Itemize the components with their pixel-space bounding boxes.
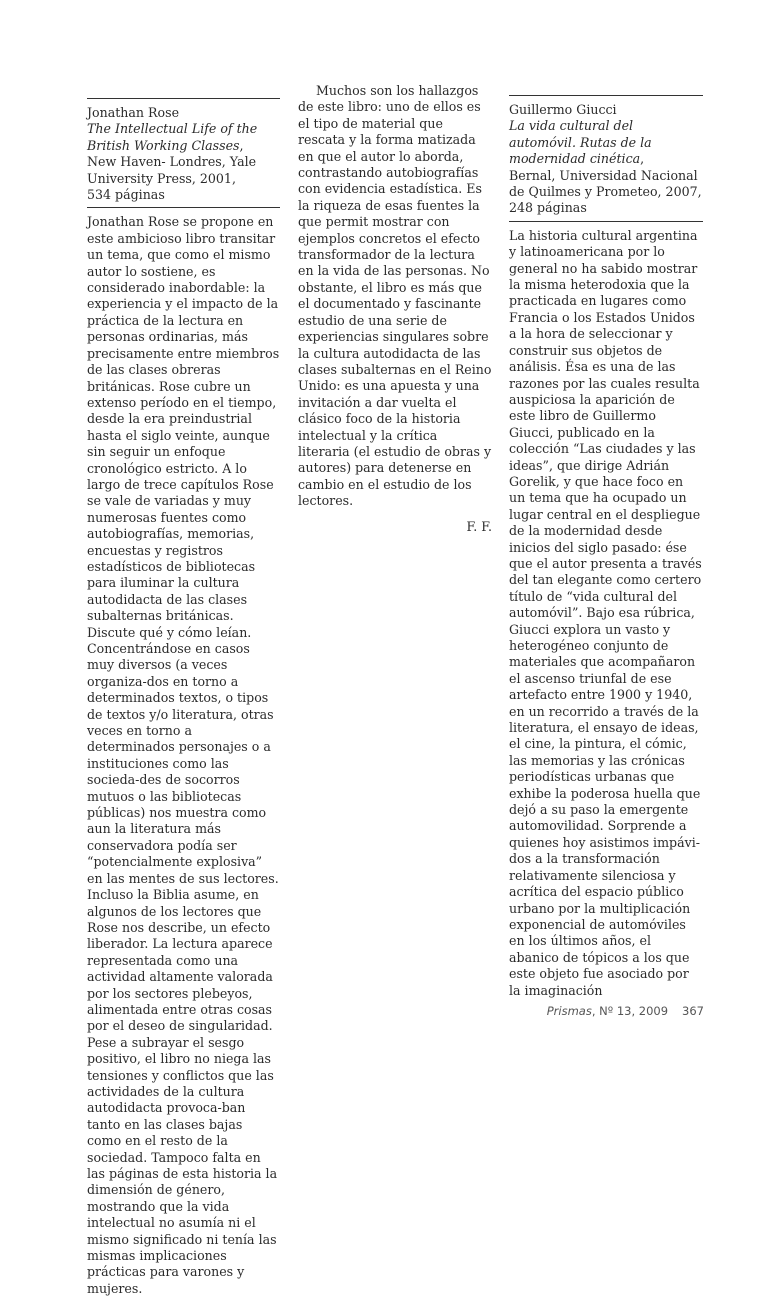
column-middle bbox=[298, 83, 492, 535]
book-title bbox=[509, 118, 703, 167]
journal-name: Prismas bbox=[546, 1004, 592, 1018]
bibliographic-entry-giucci bbox=[509, 96, 703, 221]
book-publisher: University Press, 2001, bbox=[87, 170, 236, 186]
book-pages: 534 páginas bbox=[87, 187, 165, 203]
journal-issue: , Nº 13, 2009 bbox=[591, 1004, 669, 1018]
page-footer bbox=[520, 1004, 704, 1018]
review-paragraph: La historia cultural argentina y latinoamericana por lo general no ha sabido mostrar la misma heterodoxia que la practicada en lugares como Francia o los Estados Unidos a la hora de seleccionar y construir sus objetos de análisis. Ésa es una de las razones por las cuales resulta auspiciosa la aparición de este libro de Guillermo Giucci, publicado en la colección “Las ciudades y las ideas”, que dirige Adrián Gorelik, y que hace foco en un tema que ha ocupado un lugar central en el despliegue de la modernidad desde inicios del siglo pasado: ése que el autor presenta a través del tan elegante como certero título de “vida cultural del automóvil”. Bajo esa rúbrica, Giucci explora un vasto y heterogéneo conjunto de materiales que acompañaron el ascenso triunfal de ese artefacto entre 1900 y 1940, en un recorrido a través de la literatura, el ensayo de ideas, el cine, la pintura, el cómic, las memorias y las crónicas periodísticas urbanas que exhibe la poderosa huella que dejó a su paso la emergente automovilidad. Sorprende a quienes hoy asistimos impávi-dos a la transformación relativamente silenciosa y acrítica del espacio público urbano por la multiplicación exponencial de automóviles en los últimos años, el abanico de tópicos a los que este objeto fue asociado por la imaginación bbox=[509, 227, 702, 998]
book-title-text: La vida cultural del automóvil. Rutas de la modernidad cinética bbox=[509, 118, 652, 167]
review-paragraph: Muchos son los hallazgos de este libro: uno de ellos es el tipo de material que rescata y la forma matizada en que el autor lo aborda, contrastando autobiografías con evidencia estadística. Es la riqueza de esas fuentes la que permit mostrar con ejemplos concretos el efecto transformador de la lectura en la vida de las personas. No obstante, el libro es más que el documentado y fascinante estudio de una serie de experiencias singulares sobre la cultura autodidacta de las clases subalternas en el Reino Unido: es una apuesta y una invitación a dar vuelta el clásico foco de la historia intelectual y la crítica literaria (el estudio de obras y autores) para detenerse en cambio en el estudio de los lectores. bbox=[298, 83, 492, 509]
book-place: Bernal, Universidad Nacional de Quilmes y Prometeo, 2007, bbox=[509, 167, 702, 200]
bibliographic-entry-rose bbox=[87, 99, 280, 207]
book-title bbox=[87, 121, 280, 154]
book-author: Jonathan Rose bbox=[87, 105, 180, 120]
column-right bbox=[509, 95, 703, 999]
book-place: New Haven- Londres, Yale bbox=[87, 154, 257, 170]
book-title-punct: , bbox=[640, 151, 645, 167]
column-left bbox=[87, 98, 280, 1297]
review-signature: F. F. bbox=[466, 518, 492, 534]
review-body-rose bbox=[87, 208, 280, 1297]
book-author: Guillermo Giucci bbox=[509, 102, 617, 117]
book-title-punct: , bbox=[239, 137, 244, 153]
review-paragraph: Jonathan Rose se propone en este ambicioso libro transitar un tema, que como el mismo autor lo sostiene, es considerado inabordable: la experiencia y el impacto de la práctica de la lectura en personas ordinarias, más precisamente entre miembros de las clases obreras británicas. Rose cubre un extenso período en el tiempo, desde la era preindustrial hasta el siglo veinte, aunque sin seguir un enfoque cronológico estricto. A lo largo de trece capítulos Rose se vale de variadas y muy numerosas fuentes como autobiografías, memorias, encuestas y registros estadísticos de bibliotecas para iluminar la cultura autodidacta de las clases subalternas británicas. Discute qué y cómo leían. Concentrándose en casos muy diversos (a veces organiza-dos en torno a determinados textos, o tipos de textos y/o literatura, otras veces en torno a determinados personajes o a instituciones como las socieda-des de socorros mutuos o las bibliotecas públicas) nos muestra como aun la literatura más conservadora podía ser “potencialmente explosiva” en las mentes de sus lectores. Incluso la Biblia asume, en algunos de los lectores que Rose nos describe, un efecto liberador. La lectura aparece representada como una actividad altamente valorada por los sectores plebeyos, alimentada entre otras cosas por el deseo de singularidad. Pese a subrayar el sesgo positivo, el libro no niega las tensiones y conflictos que las actividades de la cultura autodidacta provoca-ban tanto en las clases bajas como en el resto de la sociedad. Tampoco falta en las páginas de esta historia la dimensión de género, mostrando que la vida intelectual no asumía ni el mismo significado ni tenía las mismas implicaciones prácticas para varones y mujeres. bbox=[87, 214, 280, 1296]
review-body-giucci bbox=[509, 222, 703, 999]
review-body-rose-continued bbox=[298, 83, 492, 510]
book-title-text: The Intellectual Life of the British Working Classes bbox=[87, 121, 258, 153]
page-number: 367 bbox=[682, 1004, 704, 1018]
book-pages: 248 páginas bbox=[509, 200, 587, 216]
